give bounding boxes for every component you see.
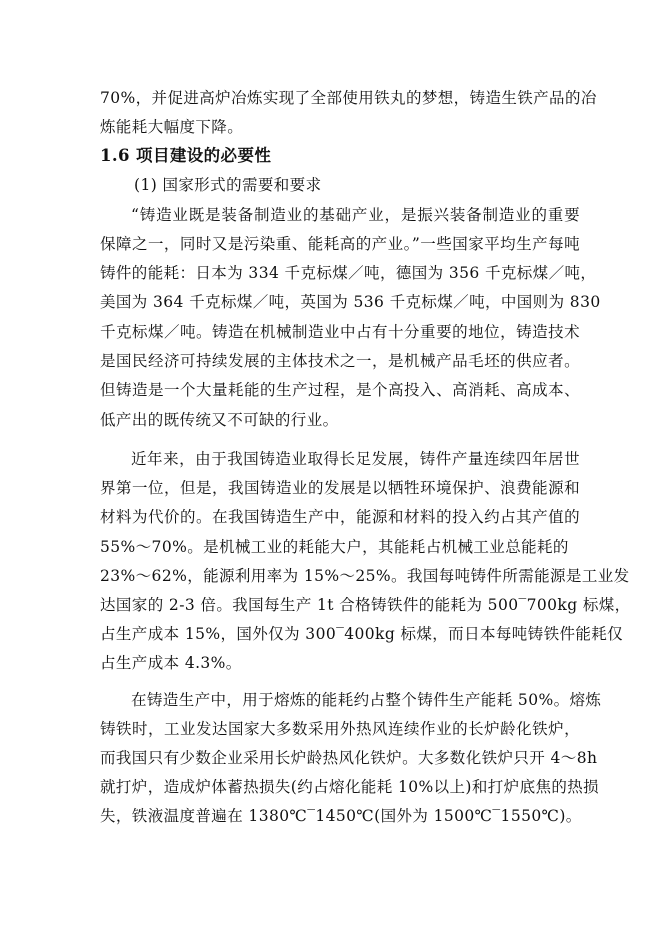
- paragraph-line: “铸造业既是装备制造业的基础产业，是振兴装备制造业的重要: [131, 206, 580, 224]
- paragraph-line: 千克标煤／吨。铸造在机械制造业中占有十分重要的地位，铸造技术: [100, 323, 580, 341]
- section-heading: 1.6 项目建设的必要性: [100, 146, 272, 165]
- paragraph-line: 是国民经济可持续发展的主体技术之一，是机械产品毛坯的供应者。: [100, 352, 580, 370]
- paragraph-line: 失，铁液温度普遍在 1380℃‾1450℃(国外为 1500℃‾1550℃)。: [100, 807, 582, 825]
- paragraph-line: 但铸造是一个大量耗能的生产过程，是个高投入、高消耗、高成本、: [100, 381, 580, 399]
- paragraph-line: 在铸造生产中，用于熔炼的能耗约占整个铸件生产能耗 50%。熔炼: [131, 691, 602, 709]
- paragraph-line: 70%，并促进高炉冶炼实现了全部使用铁丸的梦想，铸造生铁产品的冶: [100, 89, 597, 107]
- subsection-heading: (1) 国家形式的需要和要求: [134, 176, 322, 194]
- paragraph-line: 占生产成本 15%，国外仅为 300‾400kg 标煤，而日本每吨铸铁件能耗仅: [100, 625, 624, 643]
- paragraph-line: 铸件的能耗：日本为 334 千克标煤／吨，德国为 356 千克标煤／吨，: [100, 264, 597, 282]
- paragraph-line: 材料为代价的。在我国铸造生产中，能源和材料的投入约占其产值的: [100, 508, 580, 526]
- paragraph-line: 保障之一，同时又是污染重、能耗高的产业。”一些国家平均生产每吨: [100, 235, 580, 253]
- paragraph-line: 低产出的既传统又不可缺的行业。: [100, 411, 339, 429]
- paragraph-line: 界第一位，但是，我国铸造业的发展是以牺牲环境保护、浪费能源和: [100, 479, 580, 497]
- paragraph-line: 炼能耗大幅度下降。: [100, 118, 244, 136]
- paragraph-line: 美国为 364 千克标煤／吨，英国为 536 千克标煤／吨，中国则为 830: [100, 293, 601, 311]
- paragraph-line: 近年来，由于我国铸造业取得长足发展，铸件产量连续四年居世: [131, 450, 580, 468]
- paragraph-line: 55%～70%。是机械工业的耗能大户，其能耗占机械工业总能耗的: [100, 538, 569, 556]
- paragraph-line: 而我国只有少数企业采用长炉龄热风化铁炉。大多数化铁炉只开 4～8h: [100, 749, 598, 767]
- paragraph-line: 就打炉，造成炉体蓄热损失(约占熔化能耗 10%以上)和打炉底焦的热损: [100, 778, 600, 796]
- paragraph-line: 占生产成本 4.3%。: [100, 654, 242, 672]
- paragraph-line: 铸铁时，工业发达国家大多数采用外热风连续作业的长炉龄化铁炉，: [100, 720, 580, 738]
- paragraph-line: 达国家的 2-3 倍。我国每生产 1t 合格铸铁件的能耗为 500‾700kg 标煤，: [100, 596, 631, 614]
- paragraph-line: 23%～62%，能源利用率为 15%～25%。我国每吨铸件所需能源是工业发: [100, 567, 630, 585]
